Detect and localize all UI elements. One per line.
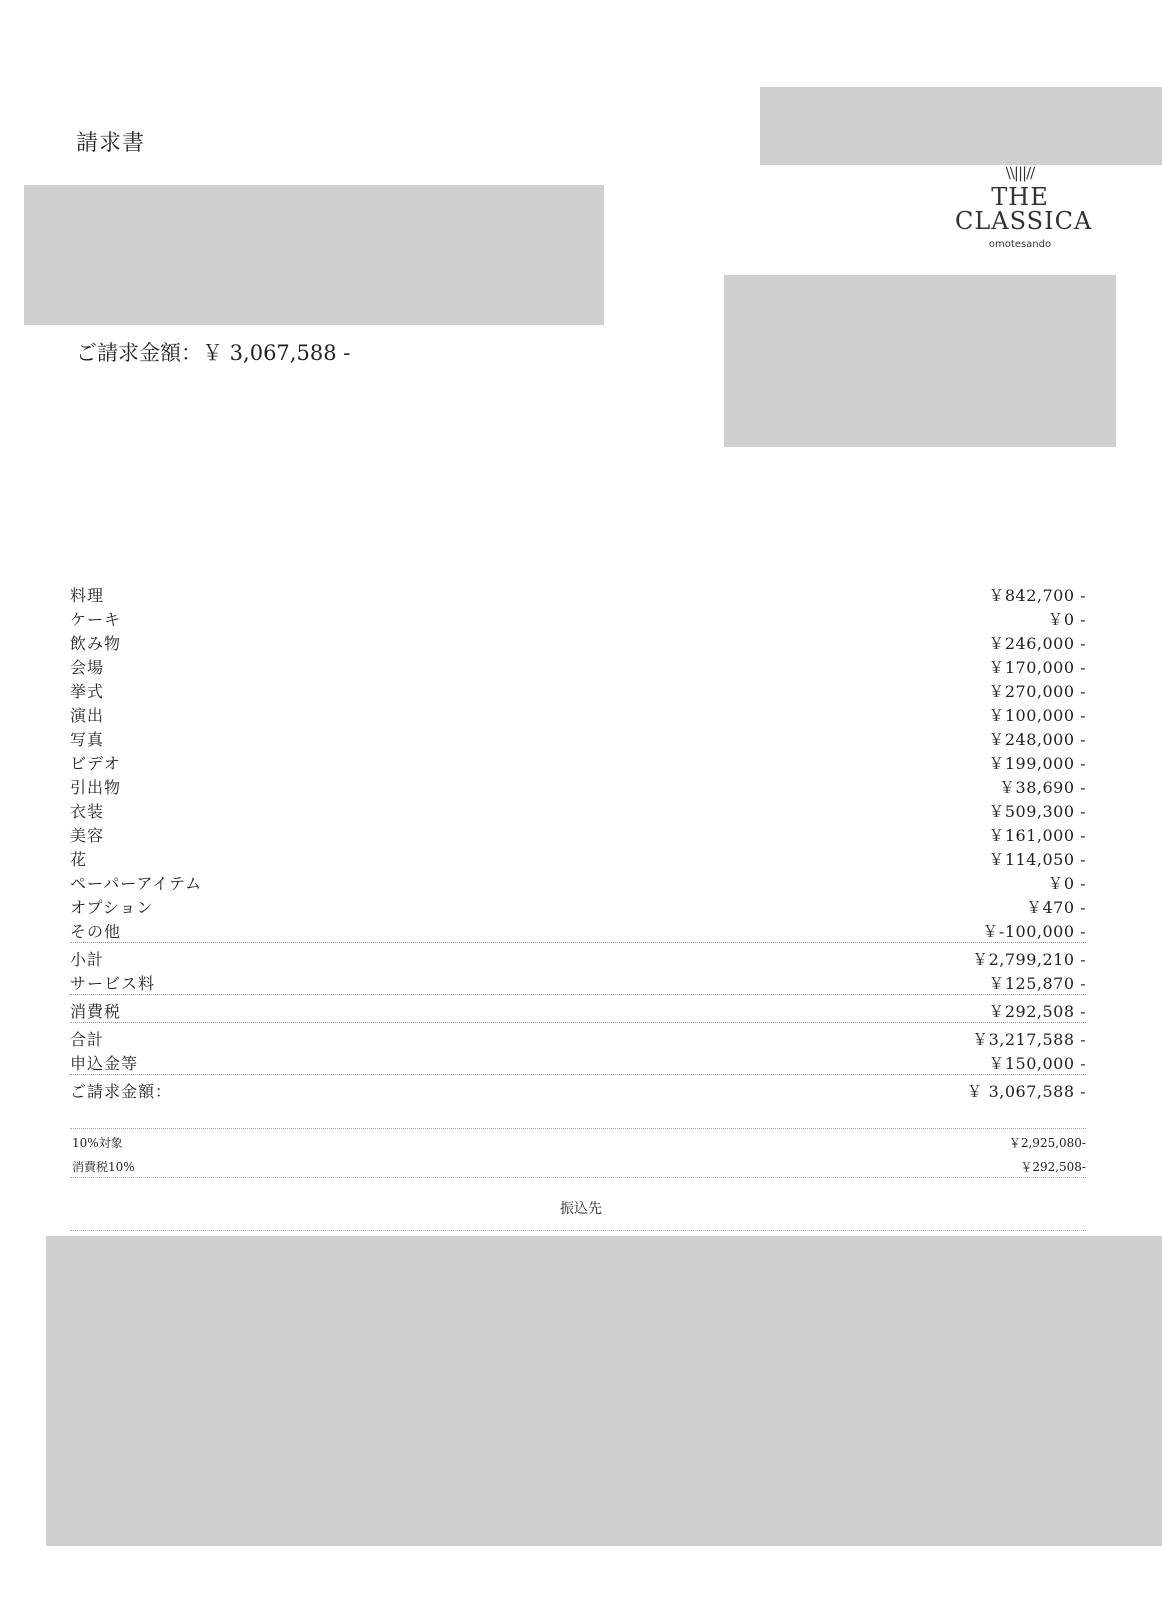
line-item: [70, 629, 1086, 653]
line-item: [70, 605, 1086, 629]
item-amount: ￥270,000 -: [988, 682, 1086, 701]
billing-total-row: [70, 1077, 1086, 1101]
item-amount: ￥199,000 -: [988, 754, 1086, 773]
fan-logo-icon: \\|||//: [1005, 164, 1035, 182]
divider: [70, 1177, 1086, 1178]
item-label: 飲み物: [70, 634, 122, 653]
redacted-issuer-block: [724, 275, 1116, 447]
line-item: [70, 581, 1086, 605]
line-item: [70, 773, 1086, 797]
divider: [70, 994, 1086, 995]
deposit-label: 申込金等: [70, 1054, 139, 1073]
consumption-tax-row: [70, 997, 1086, 1021]
line-item: [70, 725, 1086, 749]
tax-row: [70, 1153, 1086, 1177]
item-label: 美容: [70, 826, 105, 845]
tax-breakdown: [70, 1128, 1086, 1178]
item-amount: ￥248,000 -: [988, 730, 1086, 749]
item-label: 引出物: [70, 778, 122, 797]
tax-amount: ￥2,925,080-: [1008, 1136, 1086, 1150]
logo-line-2: CLASSICA: [955, 207, 1093, 235]
item-label: 会場: [70, 658, 105, 677]
subtotal-amount: ￥2,799,210 -: [972, 950, 1086, 969]
item-amount: ￥170,000 -: [988, 658, 1086, 677]
redacted-recipient-block: [24, 185, 604, 325]
divider: [70, 1022, 1086, 1023]
item-amount: ￥114,050 -: [988, 850, 1086, 869]
document-title: 請求書: [76, 131, 146, 156]
tax-amount: ￥292,508-: [1020, 1160, 1086, 1174]
item-label: ケーキ: [70, 610, 122, 629]
item-amount: ￥38,690 -: [999, 778, 1086, 797]
divider: [70, 942, 1086, 943]
line-item: [70, 845, 1086, 869]
divider: [70, 1230, 1086, 1231]
line-item: [70, 869, 1086, 893]
item-label: 演出: [70, 706, 105, 725]
consumption-tax-label: 消費税: [70, 1002, 122, 1021]
subtotal-label: 小計: [70, 950, 105, 969]
venue-logo: [955, 164, 1093, 250]
item-label: 写真: [70, 730, 105, 749]
item-amount: ￥-100,000 -: [982, 922, 1086, 941]
line-item: [70, 917, 1086, 941]
deposit-amount: ￥150,000 -: [988, 1054, 1086, 1073]
total-amount: ￥3,217,588 -: [972, 1030, 1086, 1049]
deposit-row: [70, 1049, 1086, 1073]
redacted-top-right-block: [760, 87, 1162, 165]
line-item: [70, 893, 1086, 917]
redacted-bank-block: [46, 1236, 1162, 1546]
item-label: 花: [70, 850, 88, 869]
logo-line-1: THE: [991, 183, 1049, 211]
service-fee-amount: ￥125,870 -: [988, 974, 1086, 993]
divider: [70, 1074, 1086, 1075]
service-fee-row: [70, 969, 1086, 993]
billing-total-amount: ￥ 3,067,588 -: [966, 1082, 1086, 1101]
line-item: [70, 701, 1086, 725]
billing-total-label: ご請求金額：: [70, 1082, 173, 1101]
item-label: ペーパーアイテム: [70, 874, 203, 893]
item-label: オプション: [70, 898, 154, 917]
item-amount: ￥0 -: [1047, 610, 1086, 629]
tax-label: 消費税10%: [72, 1160, 135, 1174]
line-items: [70, 581, 1086, 1101]
item-amount: ￥470 -: [1025, 898, 1086, 917]
line-item: [70, 677, 1086, 701]
subtotal-row: [70, 945, 1086, 969]
item-amount: ￥0 -: [1047, 874, 1086, 893]
item-amount: ￥161,000 -: [988, 826, 1086, 845]
logo-line-3: omotesando: [988, 239, 1052, 250]
line-item: [70, 749, 1086, 773]
item-amount: ￥100,000 -: [988, 706, 1086, 725]
line-item: [70, 797, 1086, 821]
bank-heading: 振込先: [560, 1201, 602, 1217]
item-label: その他: [70, 922, 122, 941]
item-amount: ￥509,300 -: [988, 802, 1086, 821]
item-label: ビデオ: [70, 754, 121, 773]
line-item: [70, 653, 1086, 677]
line-item: [70, 821, 1086, 845]
service-fee-label: サービス料: [70, 974, 156, 993]
item-label: 料理: [70, 586, 105, 605]
item-label: 挙式: [70, 682, 105, 701]
item-amount: ￥246,000 -: [988, 634, 1086, 653]
tax-row: [70, 1129, 1086, 1153]
consumption-tax-amount: ￥292,508 -: [988, 1002, 1086, 1021]
item-label: 衣装: [70, 802, 105, 821]
total-row: [70, 1025, 1086, 1049]
billing-total-summary: ご請求金額：￥ 3,067,588 -: [76, 341, 351, 365]
tax-label: 10%対象: [72, 1136, 123, 1150]
total-label: 合計: [70, 1030, 105, 1049]
item-amount: ￥842,700 -: [988, 586, 1086, 605]
